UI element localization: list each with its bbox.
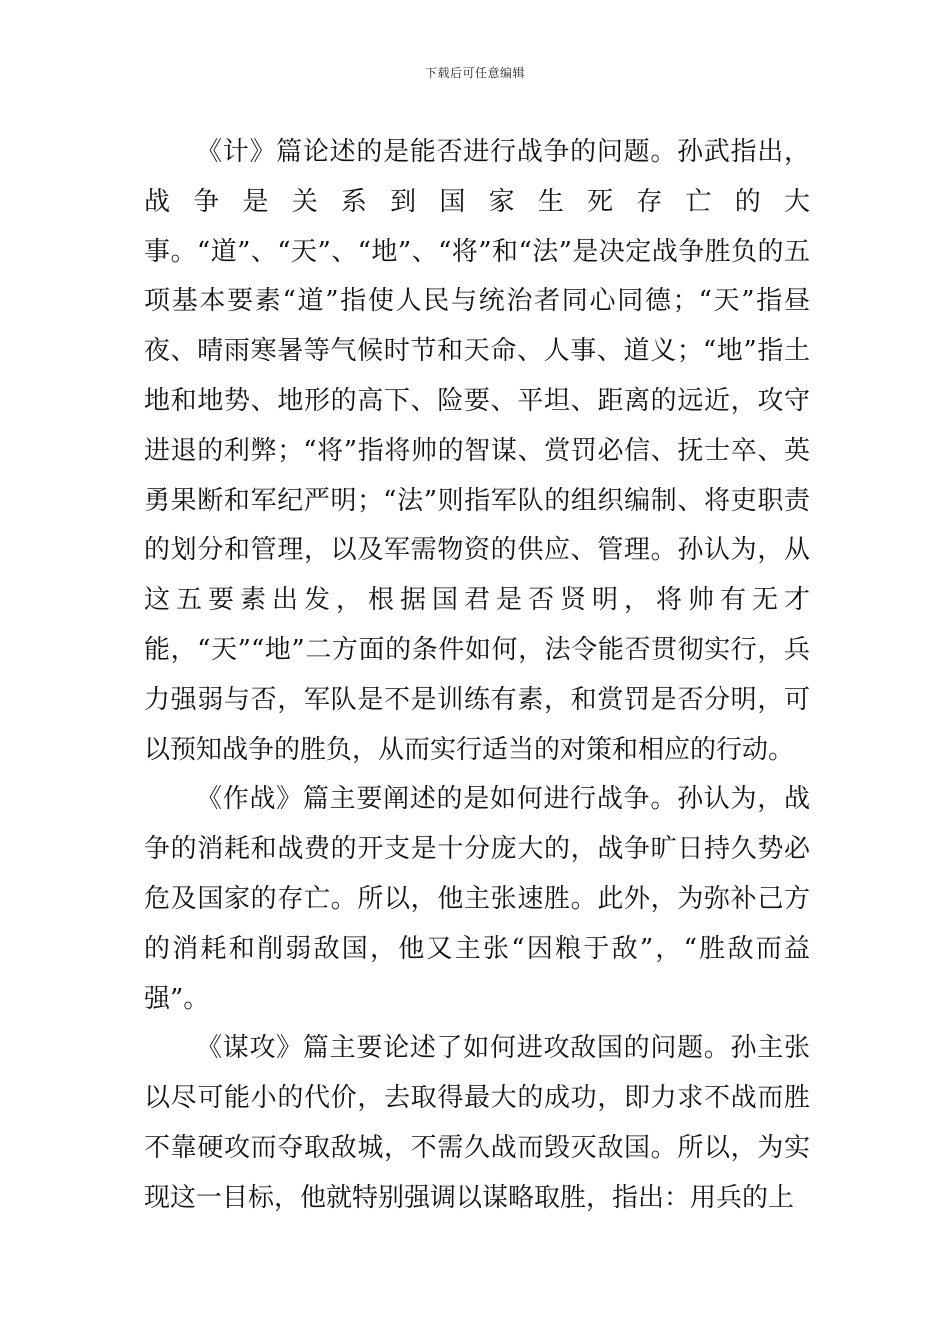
paragraph-mougong: 《谋攻》篇主要论述了如何进攻敌国的问题。孙主张以尽可能小的代价，去取得最大的成功，即力求不战而胜不靠硬攻而夺取敌城，不需久战而毁灭敌国。所以，为实现这一目标，他就特别强调以谋略取胜，指出：用兵的上 <box>144 1033 810 1213</box>
page-header-note: 下载后可任意编辑 <box>424 66 525 80</box>
paragraph-zuozhan: 《作战》篇主要阐述的是如何进行战争。孙认为，战争的消耗和战费的开支是十分庞大的，战争旷日持久势必危及国家的存亡。所以，他主张速胜。此外，为弥补己方的消耗和削弱敌国，他又主张“因粮于敌”，“胜敌而益强”。 <box>144 784 810 1014</box>
paragraph-ji: 《计》篇论述的是能否进行战争的问题。孙武指出，战争是关系到国家生死存亡的大事。“道”、“天”、“地”、“将”和“法”是决定战争胜负的五项基本要素“道”指使人民与统治者同心同德；“天”指昼夜、晴雨寒暑等气候时节和天命、人事、道义；“地”指土地和地势、地形的高下、险要、平坦、距离的远近，攻守进退的利弊；“将”指将帅的智谋、赏罚必信、抚士卒、英勇果断和军纪严明；“法”则指军队的组织编制、将吏职责的划分和管理，以及军需物资的供应、管理。孙认为，从这五要素出发，根据国君是否贤明，将帅有无才能，“天”“地”二方面的条件如何，法令能否贯彻实行，兵力强弱与否，军队是不是训练有素，和赏罚是否分明，可以预知战争的胜负，从而实行适当的对策和相应的行动。 <box>144 137 810 765</box>
document-body <box>144 128 810 1224</box>
